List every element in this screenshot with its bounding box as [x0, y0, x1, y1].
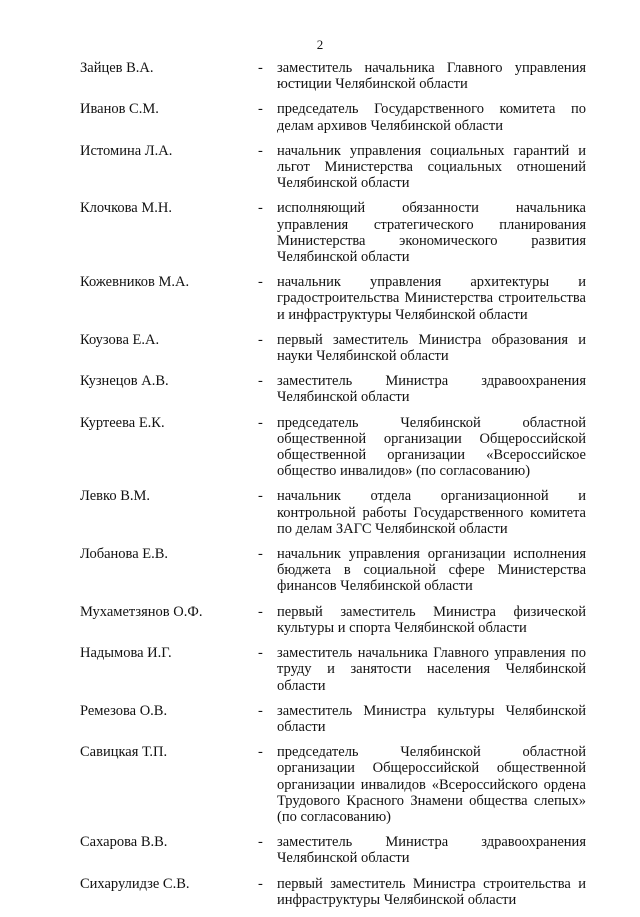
member-row: [0, 143, 640, 192]
member-position: заместитель Министра культуры Челябинской области: [277, 702, 586, 735]
dash-separator: -: [258, 488, 263, 505]
member-row: [0, 744, 640, 825]
member-position: первый заместитель Министра образования и науки Челябинской области: [277, 331, 586, 365]
member-row: [0, 645, 640, 694]
member-position: начальник отдела организационной и контрольной работы Государственного комитета по делам ЗАГС Челябинской области: [277, 488, 586, 537]
member-position: начальник управления организации исполнения бюджета в социальной сфере Министерства финансов Челябинской области: [277, 546, 586, 595]
dash-separator: -: [258, 744, 263, 761]
dash-separator: -: [258, 875, 263, 892]
member-position: заместитель начальника Главного управления по труду и занятости населения Челябинской области: [277, 645, 586, 694]
dash-separator: -: [258, 373, 263, 390]
member-row: [0, 60, 640, 92]
member-row: [0, 415, 640, 480]
member-name: Савицкая Т.П.: [80, 744, 168, 761]
member-name: Лобанова Е.В.: [80, 546, 169, 563]
dash-separator: -: [258, 142, 263, 159]
dash-separator: -: [258, 834, 263, 851]
member-position: исполняющий обязанности начальника управления стратегического планирования Министерства экономического развития Челябинской области: [277, 200, 586, 266]
dash-separator: -: [258, 702, 263, 719]
dash-separator: -: [258, 603, 263, 620]
dash-separator: -: [258, 101, 263, 118]
member-row: [0, 703, 640, 735]
dash-separator: -: [258, 546, 263, 563]
member-row: [0, 604, 640, 636]
member-name: Иванов С.М.: [80, 101, 159, 118]
member-position: начальник управления архитектуры и градостроительства Министерства строительства и инфраструктуры Челябинской области: [277, 274, 586, 323]
member-position: заместитель начальника Главного управления юстиции Челябинской области: [277, 60, 586, 93]
member-name: Левко В.М.: [80, 488, 151, 505]
member-name: Куртеева Е.К.: [80, 414, 165, 431]
member-name: Кузнецов А.В.: [80, 373, 169, 390]
dash-separator: -: [258, 331, 263, 348]
member-row: [0, 876, 640, 908]
member-position: заместитель Министра здравоохранения Челябинской области: [277, 834, 586, 867]
members-list: [0, 60, 640, 917]
member-position: первый заместитель Министра строительства и инфраструктуры Челябинской области: [277, 875, 586, 908]
member-row: [0, 488, 640, 537]
member-name: Клочкова М.Н.: [80, 200, 172, 217]
member-position: председатель Государственного комитета по делам архивов Челябинской области: [277, 101, 586, 134]
dash-separator: -: [258, 60, 263, 76]
member-name: Зайцев В.А.: [80, 60, 154, 76]
member-name: Истомина Л.А.: [80, 142, 173, 159]
member-row: [0, 101, 640, 133]
member-name: Мухаметзянов О.Ф.: [80, 603, 203, 620]
member-name: Коузова Е.А.: [80, 331, 160, 348]
member-position: председатель Челябинской областной общественной организации Общероссийской общественной организации «Всероссийское общество инвалидов» (по согласованию): [277, 414, 586, 480]
dash-separator: -: [258, 274, 263, 291]
member-position: заместитель Министра здравоохранения Челябинской области: [277, 373, 586, 406]
member-position: председатель Челябинской областной организации Общероссийской общественной организации инвалидов «Всероссийского ордена Трудового Красного Знамени общества слепых» (по согласованию): [277, 744, 586, 825]
member-row: [0, 546, 640, 595]
member-row: [0, 200, 640, 265]
member-position: первый заместитель Министра физической культуры и спорта Челябинской области: [277, 603, 586, 636]
dash-separator: -: [258, 645, 263, 662]
member-row: [0, 332, 640, 364]
member-name: Ремезова О.В.: [80, 702, 168, 719]
member-row: [0, 834, 640, 866]
page-number: 2: [316, 37, 324, 52]
member-name: Сахарова В.В.: [80, 834, 168, 851]
dash-separator: -: [258, 414, 263, 431]
dash-separator: -: [258, 200, 263, 217]
member-name: Надымова И.Г.: [80, 645, 172, 662]
member-position: начальник управления социальных гарантий и льгот Министерства социальных отношений Челябинской области: [277, 142, 586, 192]
member-row: [0, 274, 640, 323]
member-name: Сихарулидзе С.В.: [80, 875, 190, 892]
member-row: [0, 373, 640, 405]
member-name: Кожевников М.А.: [80, 274, 190, 291]
